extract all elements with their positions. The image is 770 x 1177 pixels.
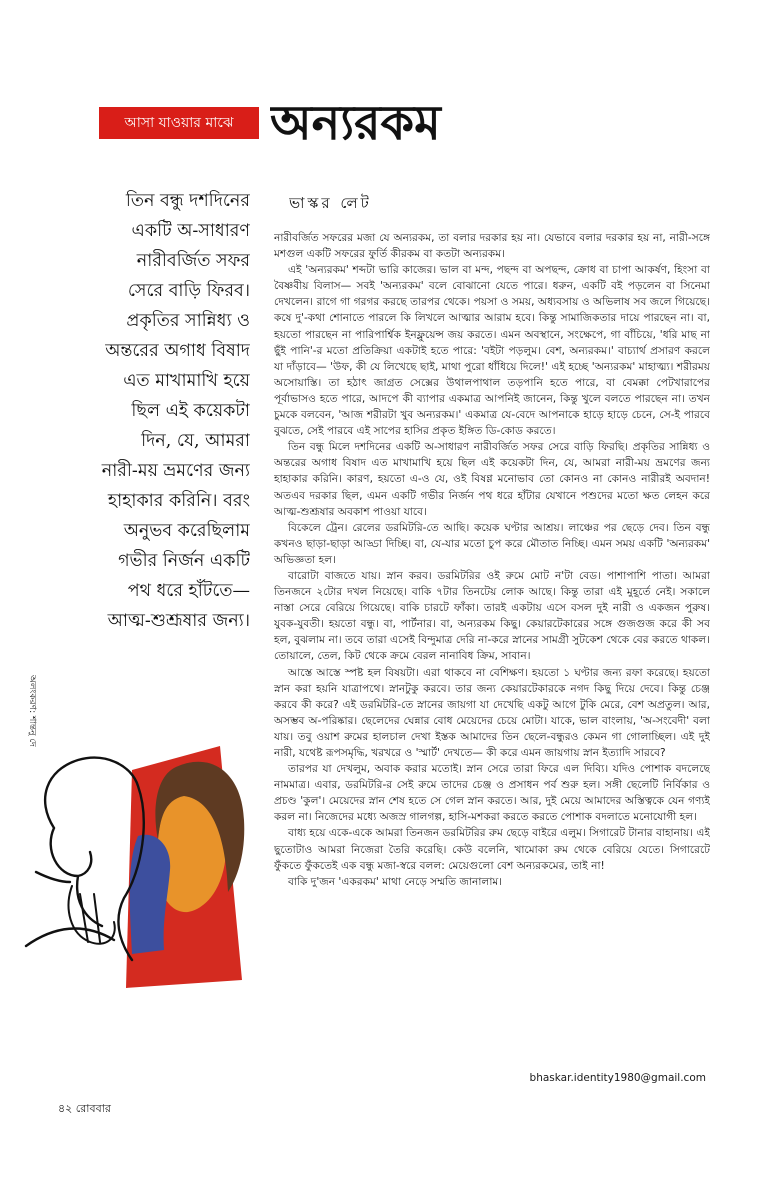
article-paragraph: বাধ্য হয়ে একে-একে আমরা তিনজন ডরমিটরির রুম ছেড়ে বাইরে এলুম। সিগারেট টানার বাহানায়। এই ছুতোটাও আমরা নিজেরা তৈরি করেছি। কেউ বলেনি, খামোকা রুম থেকে বেরিয়ে যেতে। সিগারেটে ফুঁকতে ফুঁকতেই এক বন্ধু মজা-স্বরে বলল: মেয়েগুলো বেশ অন্যরকমের, তাই না! xyxy=(274,827,710,872)
pull-quote-line: তিন বন্ধু দশদিনের xyxy=(125,191,250,211)
pull-quote-line: এত মাখামাখি হয়ে xyxy=(123,371,250,391)
pull-quote-line: প্রকৃতির সান্নিধ্য ও xyxy=(126,311,250,331)
pull-quote-line: একটি অ-সাধারণ xyxy=(131,221,250,241)
pull-quote-line: পথ ধরে হাঁটতে— xyxy=(127,581,250,601)
pull-quote-line: গভীর নির্জন একটি xyxy=(118,551,250,571)
pull-quote-line: নারী-ময় ভ্রমণের জন্য xyxy=(101,461,250,481)
illustration-credit: অলংকরণ: শান্তনু দে xyxy=(27,675,37,747)
pull-quote-line: ছিল এই কয়েকটা xyxy=(131,401,250,421)
article-paragraph: বিকেলে ট্রেন। রেলের ডরমিটরি-তে আছি। কয়েক ঘণ্টার আশ্রয়। লাঞ্চের পর ছেড়ে দেব। তিন বন্ধু কখনও ছাড়া-ছাড়া আড্ডা দিচ্ছি। বা, যে-যার মতো চুপ করে মৌতাত নিচ্ছি। এমন সময় একটি 'অন্যরকম' অভিজ্ঞতা হল। xyxy=(274,521,710,566)
article-paragraph: তিন বন্ধু মিলে দশদিনের একটি অ-সাধারণ নারীবর্জিত সফর সেরে বাড়ি ফিরছি। প্রকৃতির সান্নিধ্য ও অন্তরের অগাধ বিষাদ এত মাখামাখি হয়ে ছিল এই কয়েকটা দিন, যে, আমরা নারী-ময় ভ্রমণের জন্য হাহাকার করিনি। কারণ, হয়তো এ-ও যে, ওই বিষণ্ণ মনোভাব তো কোনও না কোনও নারীরই অবদান! অতএব দরকার ছিল, এমন একটি গভীর নির্জন পথ ধরে হাঁটার যেখানে পশুদের মতো ক্ষত লেহন করে আত্ম-শুশ্রূষার অবকাশ পাওয়া যাবে। xyxy=(274,441,710,518)
pull-quote-line: দিন, যে, আমরা xyxy=(141,431,250,451)
author-email[interactable]: bhaskar.identity1980@gmail.com xyxy=(529,1072,706,1084)
illustration xyxy=(14,650,272,990)
pull-quote-line: হাহাকার করিনি। বরং xyxy=(107,491,250,511)
pull-quote-line: নারীবর্জিত সফর xyxy=(136,251,250,271)
section-tag: আসা যাওয়ার মাঝে xyxy=(99,107,259,139)
article-paragraph: বাকি দু'জন 'একরকম' মাথা নেড়ে সম্মতি জানালাম। xyxy=(288,875,503,888)
article-paragraph: নারীবর্জিত সফরের মজা যে অন্যরকম, তা বলার দরকার হয় না। যেভাবে বলার দরকার হয় না, নারী-সঙ্গে মশগুল একটি সফরের ফুর্তি কীরকম বা কতটা অন্যরকম। xyxy=(274,232,710,261)
pull-quote-line: অনুভব করেছিলাম xyxy=(123,521,250,541)
article-body xyxy=(274,230,710,1062)
byline: ভাস্কর লেট xyxy=(289,194,372,212)
pull-quote xyxy=(62,186,250,626)
illustration-man-outline xyxy=(26,758,144,960)
pull-quote-line: অন্তরের অগাধ বিষাদ xyxy=(105,341,250,361)
article-paragraph: এই 'অন্যরকম' শব্দটা ভারি কাজের। ভাল বা মন্দ, পছন্দ বা অপছন্দ, ক্রোধ বা চাপা আকর্ষণ, হিংসা বা বৈষ্ণবীয় বিলাস— সবই 'অন্যরকম' বলে বোঝানো যেতে পারে। ধরুন, একটি বই পড়লেন বা সিনেমা দেখলেন। রাগে গা গরগর করছে তারপর থেকে। পয়সা ও সময়, অধ্যবসায় ও অভিলাষ সব জলে গিয়েছে। কষে দু'-কথা শোনাতে পারলে কি লিখলে আত্মার আরাম হবে। কিন্তু সামাজিকতার দায়ে পারছেন না। বা, হয়তো পারছেন না পারিপার্শ্বিক ইনফ্লুয়েন্স জয় করতে। এমন অবস্থানে, সংক্ষেপে, গা বাঁচিয়ে, 'ধরি মাছ না ছুঁই পানি'-র মতো প্রতিক্রিয়া একটাই হতে পারে: 'বইটা পড়লুম। বেশ, অন্যরকম।' বাচ্যার্থ প্রসারণ করলে যা দাঁড়াবে— 'উফ, কী যে লিখেছে ছাই, মাথা পুরো ধাঁধিয়ে দিলে!' এই হচ্ছে 'অন্যরকম' মাহাত্ম্য। শরীরময় অসোয়াস্তি। তা হঠাৎ জাগ্রত সেক্সের উথালপাথাল তড়পানি হতে পারে, বা বেমক্কা পেটখারাপের পূর্বাভাসও হতে পারে, আদপে কী ব্যাপার একমাত্র আপনিই জানেন, কিন্তু খুলে বলতে পারছেন না। তখন চুমকে বলবেন, 'আজ শরীরটা খুব অন্যরকম।' একমাত্র যে-বেদে আপনাকে হাড়ে হাড়ে চেনে, সে-ই পারবে বুঝতে, সেই পারবে এই সাপের হাসির প্রকৃত ইঙ্গিত ডি-কোড করতে। xyxy=(274,264,710,438)
article-paragraph: তারপর যা দেখলুম, অবাক করার মতোই। স্নান সেরে তারা ফিরে এল দিব্যি। যদিও পোশাক বদলেছে নামমাত্র। এবার, ডরমিটরি-র সেই রুমে তাদের চেঞ্জ ও প্রসাধন পর্ব শুরু হল। সঙ্গী ছেলেটি নির্বিকার ও প্রচণ্ড 'কুল'। মেয়েদের স্নান শেষ হতে সে গেল স্নান করতে। আর, দুই মেয়ে আমাদের অস্তিত্বকে যেন গণ্যই করল না। নিজেদের মধ্যে অজস্র গালগল্প, হাসি-মশকরা করতে করতে পোশাক বদলাতে মনোযোগী হল। xyxy=(274,763,710,824)
pull-quote-line: সেরে বাড়ি ফিরব। xyxy=(127,281,250,301)
page-folio: ৪২ রোববার xyxy=(58,1102,111,1115)
pull-quote-line: আত্ম-শুশ্রূষার জন্য। xyxy=(107,611,250,626)
article-paragraph: আস্তে আস্তে স্পষ্ট হল বিষয়টা। এরা থাকবে না বেশিক্ষণ। হয়তো ১ ঘণ্টার জন্য রফা করেছে। হয়তো স্নান করা হয়নি যাত্রাপথে। স্নানটুকু করবে। তার জন্য কেয়ারটেকারকে নগদ কিছু দিয়ে দেবে। কিন্তু চেঞ্জ করবে কী করে? এই ডরমিটরি-তে স্নানের জায়গা যা দেখেছি একটু আগে টুকি মেরে, বেশ অপ্রতুল। আর, অসম্ভব অ-পরিষ্কার। ছেলেদের ঘেন্নার বোধ মেয়েদের চেয়ে মোটা। যাকে, ভাল বাংলায়, 'অ-সংবেদী' বলা যায়। তবু ওয়াশ রুমের হালচাল দেখা ইস্তক আমাদের তিন ছেলে-বন্ধুরও কেমন গা গোলাচ্ছিল। এই দুই নারী, যথেষ্ট রূপসমৃদ্ধি, খরখরে ও 'স্মার্ট' দেখতে— কী করে এমন জায়গায় স্নান ইত্যাদি সারবে? xyxy=(274,666,710,759)
illustration-hand-outline xyxy=(69,886,115,944)
headline: অন্যরকম xyxy=(270,95,441,151)
article-paragraph: বারোটা বাজতে যায়। স্নান করব। ডরমিটরির ওই রুমে মোট ন'টা বেড। পাশাপাশি পাতা। আমরা তিনজনে ২টোর দখল নিয়েছে। বাকি ৭টার তিনটেয় লোক আছে। কিন্তু তারা এই মুহূর্তে নেই। সকালে নাস্তা সেরে বেরিয়ে গিয়েছে। বাকি চারটে ফাঁকা। তারই একটায় এসে বসল দুই নারী ও একজন পুরুষ। যুবক-যুবতী। হয়তো বন্ধু। বা, পার্টনার। বা, অন্যরকম কিছু। কেয়ারটেকারের সঙ্গে গুজগুজ করে কী সব হল, বুঝলাম না। তবে তারা এসেই বিন্দুমাত্র দেরি না-করে স্নানের সামগ্রী সুটকেশ থেকে বের করতে থাকল। তোয়ালে, তেল, কিট থেকে ক্রমে বেরল নানাবিধ ক্রিম, সাবান। xyxy=(274,569,710,663)
